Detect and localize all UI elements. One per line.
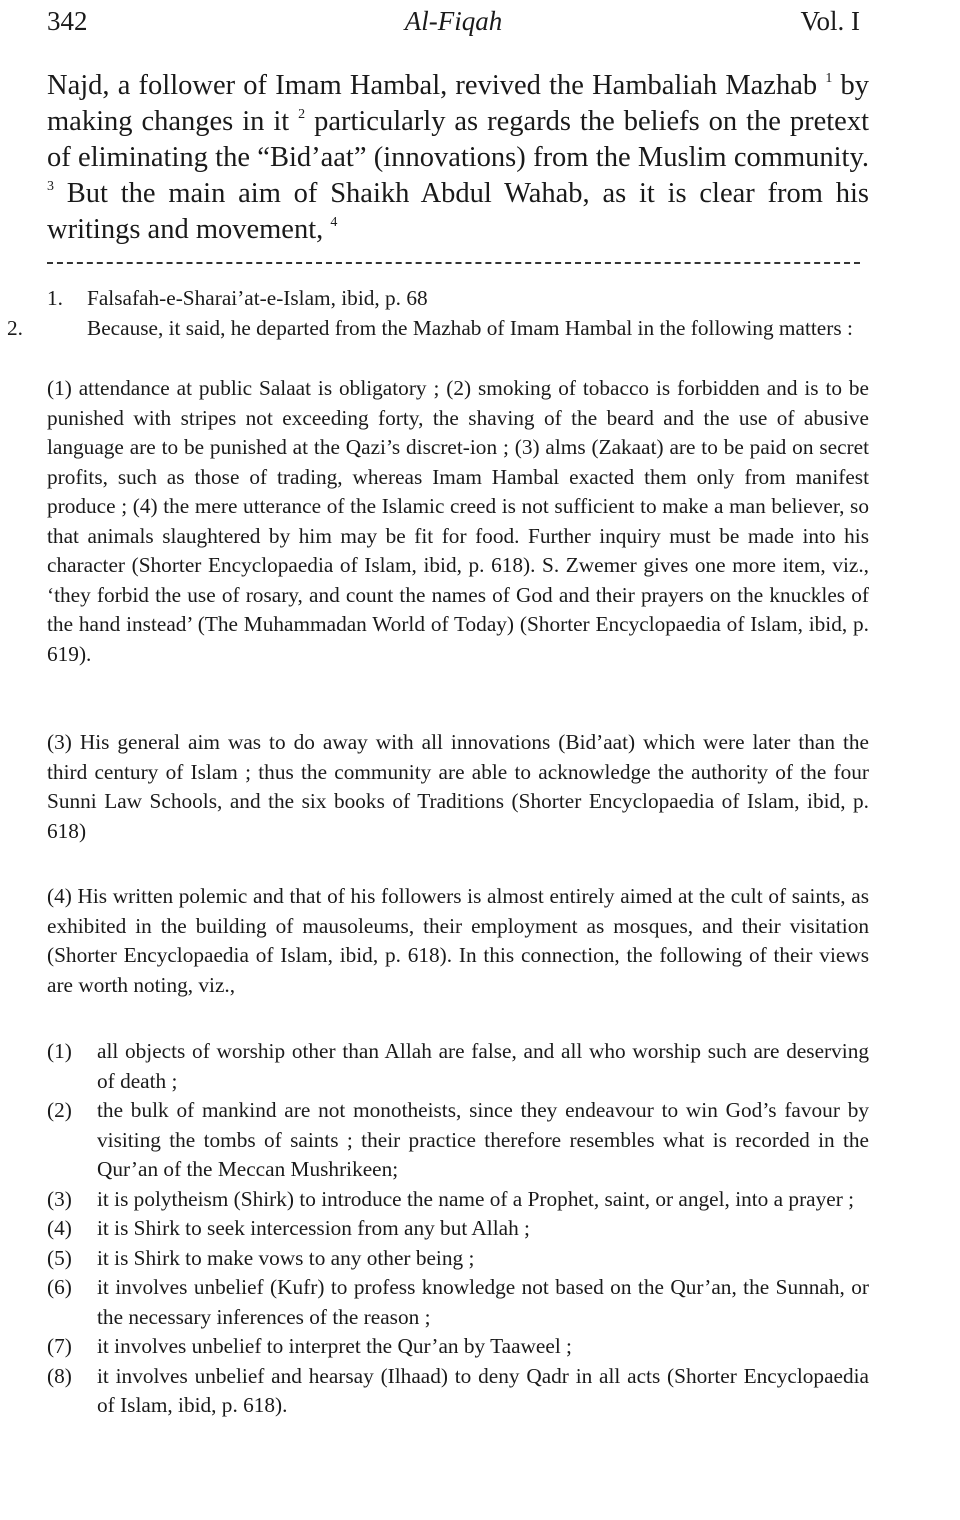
list-number: (2) <box>47 1098 72 1122</box>
list-text: the bulk of mankind are not monotheists, since they endeavour to win God’s favour by visiting the tombs of saints ; their practice therefore resembles what is recorded in the Qur’an of the Meccan Mushrikeen; <box>97 1098 869 1181</box>
list-item <box>47 1332 869 1362</box>
list-item <box>47 1185 869 1215</box>
running-head <box>47 4 860 38</box>
list-item <box>47 1214 869 1244</box>
main-text-segment: But the main aim of Shaikh Abdul Wahab, as it is clear from his writings and movement, <box>47 178 869 245</box>
list-number: (3) <box>47 1186 72 1211</box>
footnote-number: 2. <box>7 316 23 340</box>
list-text: all objects of worship other than Allah are false, and all who worship such are deserving of death ; <box>97 1039 869 1093</box>
footnote-ref-2: 2 <box>298 107 306 122</box>
footnote-ref-1: 1 <box>825 71 833 86</box>
list-text: it involves unbelief to interpret the Qur’an by Taaweel ; <box>97 1334 572 1358</box>
main-text-segment: particularly as regards the beliefs on the pretext of eliminating the “Bid’aat” (innovations) from the Muslim community. <box>47 106 869 173</box>
footnote-3: (3) His general aim was to do away with all innovations (Bid’aat) which were later than the third century of Islam ; thus the community are able to acknowledge the authority of the four Sunni Law Schools, and the six books of Traditions (Shorter Encyclopaedia of Islam, ibid, p. 618) <box>47 730 869 843</box>
list-text: it involves unbelief (Kufr) to profess knowledge not based on the Qur’an, the Sunnah, or the necessary inferences of the reason ; <box>97 1275 869 1329</box>
list-number: (1) <box>47 1039 72 1063</box>
list-text: it is polytheism (Shirk) to introduce the name of a Prophet, saint, or angel, into a prayer ; <box>97 1186 855 1211</box>
list-item <box>47 1362 869 1421</box>
footnote-2-body: (1) attendance at public Salaat is obligatory ; (2) smoking of tobacco is forbidden and is to be punished with stripes not exceeding forty, the shaving of the beard and the use of abusive language are to be punished at the Qazi’s discret-ion ; (3) alms (Zakaat) are to be paid on secret profits, such as those of trading, whereas Imam Hambal exacted them only from manifest produce ; (4) the mere utterance of the Islamic creed is not sufficient to make a man believer, so that animals slaughtered by him may be fit for food. Further inquiry must be made into his character (Shorter Encyclopaedia of Islam, ibid, p. 618). S. Zwemer gives one more item, viz., ‘they forbid the use of rosary, and count the names of God and their prayers on the knuckles of the hand instead’ (The Muhammadan World of Today) (Shorter Encyclopaedia of Islam, ibid, p. 619). <box>47 376 869 666</box>
volume-label: Vol. I <box>800 6 860 36</box>
footnote-2 <box>7 314 909 344</box>
list-number: (7) <box>47 1334 72 1358</box>
footnote-4: (4) His written polemic and that of his followers is almost entirely aimed at the cult of saints, as exhibited in the building of mausoleums, their employment as mosques, and their visitation (Shorter Encyclopaedia of Islam, ibid, p. 618). In this connection, the following of their views are worth noting, viz., <box>47 884 869 997</box>
main-paragraph <box>47 68 869 248</box>
main-text-segment: Najd, a follower of Imam Hambal, revived the Hambaliah Mazhab <box>47 70 826 101</box>
footnote-1 <box>47 284 869 314</box>
footnote-number: 1. <box>47 286 63 310</box>
footnote-ref-3: 3 <box>47 179 54 194</box>
list-number: (5) <box>47 1245 72 1270</box>
book-title: Al-Fiqah <box>404 6 503 36</box>
list-item <box>47 1037 869 1096</box>
footnote-separator <box>47 262 860 264</box>
list-number: (4) <box>47 1216 72 1240</box>
list-item <box>47 1096 869 1185</box>
list-number: (6) <box>47 1275 72 1299</box>
list-text: it involves unbelief and hearsay (Ilhaad) to deny Qadr in all acts (Shorter Encyclopaedia of Islam, ibid, p. 618). <box>97 1363 869 1417</box>
list-number: (8) <box>47 1363 72 1388</box>
main-text-segment: by making changes in it <box>47 70 870 137</box>
footnote-text: Falsafah-e-Sharai’at-e-Islam, ibid, p. 68 <box>87 286 428 310</box>
views-list <box>47 1037 869 1421</box>
list-text: it is Shirk to seek intercession from any but Allah ; <box>97 1216 530 1240</box>
page-number: 342 <box>47 6 88 36</box>
list-item <box>47 1244 869 1274</box>
list-item <box>47 1273 869 1332</box>
footnote-ref-4: 4 <box>330 215 338 230</box>
list-text: it is Shirk to make vows to any other being ; <box>97 1245 475 1270</box>
footnote-text: Because, it said, he departed from the Mazhab of Imam Hambal in the following matters : <box>87 316 853 340</box>
